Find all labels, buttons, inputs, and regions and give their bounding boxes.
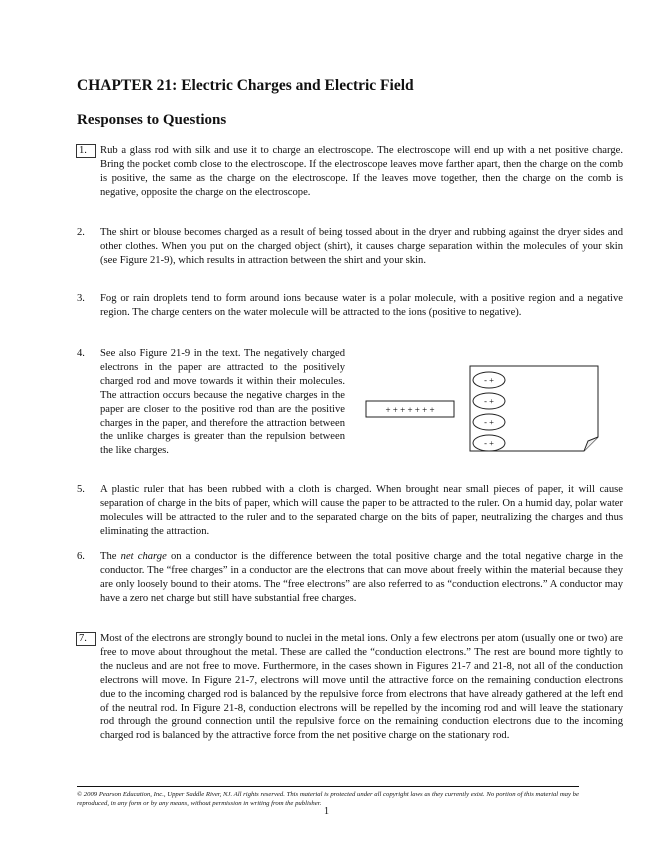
- footer-divider: [77, 786, 579, 787]
- page-number: 1: [324, 806, 329, 817]
- question-number: 5.: [77, 484, 85, 495]
- question-text: Most of the electrons are strongly bound to nuclei in the metal ions. Only a few electrons per atom (usually one or two) are free to move about throughout the metal. These are called the “conduction electrons.” The rest are bound more tightly to the nucleus and are not free to move. Furthermore, in the cases shown in Figures 21-7 and 21-8, not all of the conduction electrons will move. In Figure 21-7, electrons will move until the attractive force on the remaining conduction electrons due to the incoming charged rod is balanced by the repulsive force from electrons that have already gathered at the left end of the neutral rod. In Figure 21-8, conduction electrons will be repelled by the incoming rod and will leave the stationary rod through the ground connection until the repulsive force on the remaining conduction electrons due to the incoming charged rod is balanced by the attractive force from the net positive charge on the stationary rod.: [100, 633, 623, 742]
- chapter-title: CHAPTER 21: Electric Charges and Electric Field: [77, 77, 414, 94]
- question-number: 7.: [76, 632, 96, 646]
- question-number: 6.: [77, 551, 85, 562]
- question-number: 1.: [76, 144, 96, 158]
- section-heading: Responses to Questions: [77, 112, 227, 128]
- question-number: 4.: [77, 348, 85, 359]
- question-text-start: The: [100, 551, 121, 562]
- question-text: See also Figure 21-9 in the text. The negatively charged electrons in the paper are attracted to the positively charged rod and move towards it within their molecules. The attraction occurs because the negative charges in the paper are closer to the positive rod than are the positive charges in the paper, and therefore the attraction between the unlike charges is greater than the repulsion between the like charges.: [100, 348, 345, 457]
- net-charge-term: net charge: [120, 551, 167, 562]
- molecule-charge-label: - +: [484, 396, 494, 406]
- molecule-charge-label: - +: [484, 375, 494, 385]
- question-number: 3.: [77, 293, 85, 304]
- question-text: A plastic ruler that has been rubbed with a cloth is charged. When brought near small pieces of paper, it will cause separation of charge in the bits of paper, which will cause the paper to be attracted to the ruler. On a humid day, polar water molecules will be attracted to the ruler and to the separated charge on the bits of paper, neutralizing the charges and thus eliminating the attraction.: [100, 484, 623, 537]
- question-text: Fog or rain droplets tend to form around ions because water is a polar molecule, with a positive region and a negative region. The charge centers on the water molecule will be attracted to the ions (positive to negative).: [100, 293, 623, 318]
- question-text: Rub a glass rod with silk and use it to charge an electroscope. The electroscope will end up with a net positive charge. Bring the pocket comb close to the electroscope. If the electroscope leaves move farther apart, then the charge on the comb is positive, the same as the charge on the electroscope. If the leaves move together, then the charge on the comb is negative, opposite the charge on the electroscope.: [100, 145, 623, 198]
- question-text: [100, 550, 623, 606]
- molecule: [473, 435, 505, 451]
- rod-charge-label: + + + + + + +: [385, 405, 435, 415]
- molecule: [473, 393, 505, 409]
- question-text: The shirt or blouse becomes charged as a result of being tossed about in the dryer and rubbing against the dryer sides and other clothes. When you put on the charged object (shirt), it causes charge separation within the molecules of your skin (see Figure 21-9), which results in attraction between the shirt and your skin.: [100, 227, 623, 266]
- molecule: [473, 372, 505, 388]
- question-number: 2.: [77, 227, 85, 238]
- charge-polarization-figure: [364, 363, 604, 458]
- question-text-rest: on a conductor is the difference between the total positive charge and the total negative charge in the conductor. The “free charges” in a conductor are the electrons that can move about freely within the material because they are only loosely bound to their atoms. The “free electrons” are also referred to as “conduction electrons.” A conductor may have a zero net charge but still have substantial free charges.: [100, 551, 623, 604]
- molecule-charge-label: - +: [484, 417, 494, 427]
- molecule-charge-label: - +: [484, 438, 494, 448]
- molecule: [473, 414, 505, 430]
- copyright-footer: © 2009 Pearson Education, Inc., Upper Saddle River, NJ. All rights reserved. This material is protected under all copyright laws as they currently exist. No portion of this material may be reproduced, in any form or by any means, without permission in writing from the publisher.: [77, 791, 579, 807]
